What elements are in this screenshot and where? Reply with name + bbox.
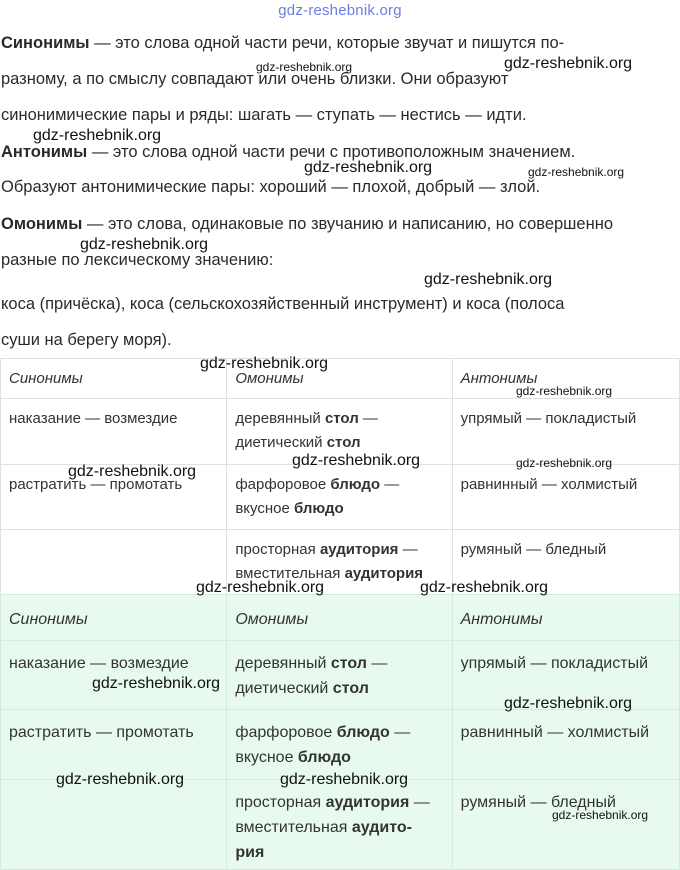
header-homonyms: Омонимы	[227, 359, 452, 399]
watermark: gdz-reshebnik.org	[424, 271, 553, 288]
header-antonyms: Антонимы	[452, 595, 679, 641]
homonyms-term: Омонимы	[1, 215, 83, 233]
watermark: gdz-reshebnik.org	[504, 55, 633, 72]
homonyms-paragraph-line3: коса (причёска), коса (сельскохозяйственный инструмент) и коса (полоса	[1, 295, 565, 313]
watermark: gdz-reshebnik.org	[504, 695, 633, 712]
watermark: gdz-reshebnik.org	[200, 355, 329, 372]
homonym-cell: фарфоровое блюдо — вкусное блюдо	[227, 465, 452, 530]
antonym-cell: равнинный — холмистый	[452, 710, 679, 780]
table-header-row	[1, 595, 680, 641]
homonyms-definition: — это слова, одинаковые по звучанию и написанию, но совершенно	[82, 215, 613, 233]
synonyms-paragraph-line3: синонимические пары и ряды: шагать — ступать — нестись — идти.	[1, 106, 527, 124]
antonyms-term: Антонимы	[1, 143, 88, 161]
watermark: gdz-reshebnik.org	[280, 771, 409, 788]
antonym-cell: упрямый — покладистый	[452, 641, 679, 710]
watermark: gdz-reshebnik.org	[196, 579, 325, 596]
antonym-cell: упрямый — покладистый	[452, 399, 679, 465]
synonyms-paragraph-line2: разному, а по смыслу совпадают или очень близки. Они образуют	[1, 70, 509, 88]
watermark: gdz-reshebnik.org	[292, 452, 421, 469]
homonym-cell: деревянный стол — диетический стол	[227, 399, 452, 465]
homonym-cell: деревянный стол — диетический стол	[227, 641, 452, 710]
homonyms-paragraph-line4: суши на берегу моря).	[1, 331, 172, 349]
antonym-cell: румяный — бледный	[452, 780, 679, 870]
homonym-cell: просторная аудитория — вместительная аудито- рия	[227, 780, 452, 870]
synonyms-term: Синонимы	[1, 34, 90, 52]
watermark: gdz-reshebnik.org	[56, 771, 185, 788]
antonym-cell: равнинный — холмистый	[452, 465, 679, 530]
watermark: gdz-reshebnik.org	[68, 463, 197, 480]
synonym-cell	[1, 780, 227, 870]
watermark: gdz-reshebnik.org	[528, 165, 625, 179]
homonyms-paragraph-line1	[1, 215, 613, 234]
watermark: gdz-reshebnik.org	[92, 675, 221, 692]
header-homonyms: Омонимы	[227, 595, 452, 641]
header-synonyms: Синонимы	[1, 595, 227, 641]
antonyms-definition: — это слова одной части речи с противоположным значением.	[87, 143, 576, 161]
homonym-cell: просторная аудитория — вместительная аудитория	[227, 530, 452, 596]
homonym-cell: фарфоровое блюдо — вкусное блюдо	[227, 710, 452, 780]
antonyms-paragraph-line1	[1, 143, 575, 162]
synonym-cell: растратить — промотать	[1, 465, 227, 530]
site-watermark-top: gdz-reshebnik.org	[278, 2, 402, 19]
watermark: gdz-reshebnik.org	[516, 384, 613, 398]
watermark: gdz-reshebnik.org	[420, 579, 549, 596]
words-table-mobile	[0, 594, 680, 870]
watermark: gdz-reshebnik.org	[256, 60, 353, 74]
homonyms-paragraph-line2: разные по лексическому значению:	[1, 251, 274, 269]
watermark: gdz-reshebnik.org	[552, 808, 649, 822]
synonym-cell: растратить — промотать	[1, 710, 227, 780]
header-synonyms: Синонимы	[1, 359, 227, 399]
antonym-cell: румяный — бледный	[452, 530, 679, 596]
synonym-cell: наказание — возмездие	[1, 641, 227, 710]
synonyms-definition: — это слова одной части речи, которые звучат и пишутся по-	[89, 34, 565, 52]
watermark: gdz-reshebnik.org	[33, 127, 162, 144]
synonym-cell: наказание — возмездие	[1, 399, 227, 465]
table-row	[1, 530, 680, 596]
antonyms-paragraph-line2: Образуют антонимические пары: хороший — плохой, добрый — злой.	[1, 178, 541, 196]
table-row	[1, 780, 680, 870]
header-antonyms: Антонимы	[452, 359, 679, 399]
watermark: gdz-reshebnik.org	[80, 236, 209, 253]
table-row	[1, 710, 680, 780]
synonym-cell	[1, 530, 227, 596]
watermark: gdz-reshebnik.org	[516, 456, 613, 470]
synonyms-paragraph-line1	[1, 34, 564, 53]
watermark: gdz-reshebnik.org	[304, 159, 433, 176]
